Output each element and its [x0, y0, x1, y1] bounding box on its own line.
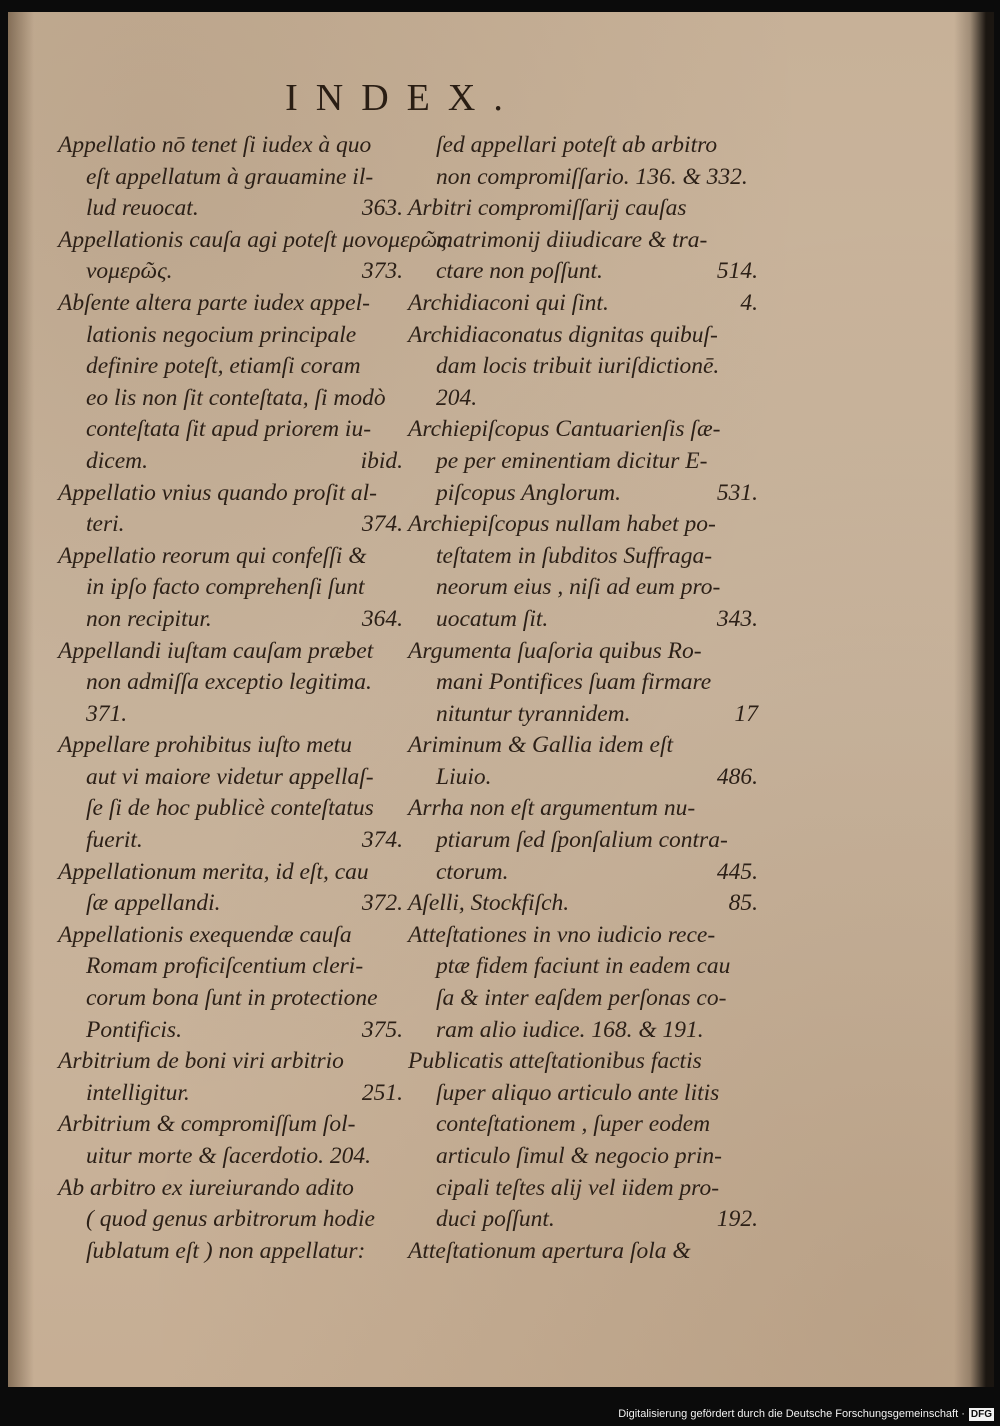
- index-line: [58, 1046, 403, 1078]
- index-page-number: 531.: [716, 479, 758, 506]
- index-line: [58, 1078, 403, 1110]
- index-line: [408, 509, 758, 541]
- index-entry-text: duci poſſunt.: [436, 1206, 555, 1233]
- index-line: [408, 572, 758, 604]
- index-line: [58, 636, 403, 668]
- index-line: [58, 730, 403, 762]
- index-entry-text: 204.: [436, 384, 478, 411]
- index-line: [408, 1046, 758, 1078]
- index-page-number: 372.: [361, 890, 403, 917]
- index-entry-text: teſtatem in ſubditos Suffraga-: [436, 542, 713, 569]
- index-line: [58, 414, 403, 446]
- index-page-number: 192.: [716, 1206, 758, 1233]
- index-entry-text: νομερῶς.: [86, 258, 173, 285]
- index-entry-text: conteſtationem , ſuper eodem: [436, 1111, 711, 1138]
- index-entry-text: definire poteſt, etiamſi coram: [86, 353, 361, 380]
- page-gutter-shadow: [8, 12, 34, 1387]
- index-entry-text: Ariminum & Gallia idem eſt: [408, 732, 674, 759]
- index-entry-text: Appellatio reorum qui confeſſi &: [58, 542, 367, 569]
- index-entry-text: dicem.: [86, 447, 148, 474]
- index-line: [58, 320, 403, 352]
- index-line: [408, 320, 758, 352]
- index-entry-text: Appellatio nō tenet ſi iudex à quo: [58, 132, 372, 158]
- index-entry-text: Arbitri compromiſſarij cauſas: [408, 195, 687, 222]
- index-entry-text: piſcopus Anglorum.: [436, 479, 621, 506]
- index-entry-text: Archidiaconatus dignitas quibuſ-: [408, 321, 718, 348]
- index-entry-text: Appellare prohibitus iuſto metu: [58, 732, 352, 759]
- index-entry-text: Arrha non eſt argumentum nu-: [408, 795, 696, 822]
- index-line: [408, 1236, 758, 1268]
- index-page-number: 343.: [716, 605, 758, 632]
- index-line: [408, 1173, 758, 1205]
- index-entry-text: nituntur tyrannidem.: [436, 700, 631, 727]
- index-entry-text: Pontificis.: [86, 1016, 182, 1043]
- index-line: [58, 225, 453, 257]
- index-line: [58, 572, 403, 604]
- index-entry-text: eſt appellatum à grauamine il-: [86, 163, 374, 190]
- index-line: [408, 636, 758, 668]
- index-line: [58, 162, 403, 194]
- index-entry-text: aut vi maiore videtur appellaſ-: [86, 763, 374, 790]
- index-page-number: 374.: [361, 511, 403, 538]
- index-line: [408, 478, 758, 510]
- index-line: [408, 193, 758, 225]
- index-line: [408, 1078, 758, 1110]
- index-line: [408, 130, 758, 162]
- book-page: [8, 12, 994, 1387]
- index-entry-text: matrimonij diiudicare & tra-: [436, 226, 708, 253]
- index-entry-text: corum bona ſunt in protectione: [86, 985, 378, 1012]
- index-entry-text: Publicatis atteſtationibus factis: [408, 1048, 702, 1075]
- index-entry-text: intelligitur.: [86, 1079, 190, 1106]
- index-line: [408, 1015, 758, 1047]
- index-entry-text: Atteſtationum apertura ſola &: [408, 1237, 691, 1264]
- index-entry-text: Atteſtationes in vno iudicio rece-: [408, 921, 716, 948]
- index-entry-text: Archiepiſcopus Cantuarienſis ſæ-: [408, 416, 721, 443]
- index-entry-text: in ipſo facto comprehenſi ſunt: [86, 574, 365, 601]
- index-line: [58, 762, 403, 794]
- index-entry-text: pe per eminentiam dicitur E-: [436, 447, 708, 474]
- index-page-number: ibid.: [360, 447, 403, 474]
- index-entry-text: Archiepiſcopus nullam habet po-: [408, 511, 716, 538]
- index-page-number: 373.: [361, 258, 403, 285]
- index-entry-text: uitur morte & ſacerdotio. 204.: [86, 1143, 372, 1169]
- index-entry-text: ( quod genus arbitrorum hodie: [86, 1206, 375, 1233]
- index-entry-text: ſæ appellandi.: [86, 890, 221, 917]
- index-line: [408, 730, 758, 762]
- index-line: [408, 793, 758, 825]
- index-entry-text: Appellandi iuſtam cauſam præbet: [58, 637, 374, 664]
- index-entry-text: Abſente altera parte iudex appel-: [58, 289, 370, 316]
- index-line: [408, 857, 758, 889]
- index-page-number: 4.: [740, 289, 758, 316]
- index-line: [58, 509, 403, 541]
- index-line: [58, 983, 403, 1015]
- index-line: [58, 1109, 403, 1141]
- index-line: [408, 225, 758, 257]
- index-line: [58, 446, 403, 478]
- index-entry-text: non compromiſſario. 136. & 332.: [436, 163, 748, 190]
- index-line: [58, 857, 403, 889]
- index-line: [408, 983, 758, 1015]
- index-line: [58, 478, 403, 510]
- index-line: [58, 604, 403, 636]
- index-line: [408, 288, 758, 320]
- dfg-logo-icon: DFG: [970, 1408, 992, 1420]
- right-column: [408, 130, 758, 1267]
- index-page-number: 375.: [361, 1016, 403, 1043]
- index-entry-text: uocatum ſit.: [436, 605, 549, 632]
- index-line: [58, 1236, 403, 1268]
- index-entry-text: ctorum.: [436, 858, 509, 885]
- index-line: [408, 1109, 758, 1141]
- index-entry-text: non admiſſa exceptio legitima.: [86, 669, 372, 696]
- index-entry-text: mani Pontifices ſuam firmare: [436, 669, 712, 696]
- index-entry-text: eo lis non ſit conteſtata, ſi modò: [86, 384, 386, 411]
- index-line: [58, 541, 403, 573]
- index-page-number: 514.: [716, 258, 758, 285]
- index-line: [58, 383, 403, 415]
- index-line: [58, 1204, 403, 1236]
- index-entry-text: Aſelli, Stockfiſch.: [408, 890, 570, 917]
- index-entry-text: articulo ſimul & negocio prin-: [436, 1143, 722, 1169]
- index-line: [408, 920, 758, 952]
- page-header: INDEX.: [285, 77, 521, 119]
- index-entry-text: Liuio.: [436, 763, 492, 790]
- index-line: [408, 762, 758, 794]
- index-entry-text: ſa & inter eaſdem perſonas co-: [436, 985, 727, 1012]
- index-entry-text: lud reuocat.: [86, 195, 199, 222]
- index-line: [408, 541, 758, 573]
- index-entry-text: teri.: [86, 511, 125, 538]
- index-line: [58, 667, 403, 699]
- index-line: [408, 1141, 758, 1173]
- index-page-number: 374.: [361, 827, 403, 854]
- index-line: [58, 288, 403, 320]
- index-line: [58, 130, 403, 162]
- index-line: [408, 414, 758, 446]
- index-entry-text: ptiarum ſed ſponſalium contra-: [436, 827, 728, 854]
- index-page-number: 363.: [361, 195, 403, 222]
- index-entry-text: Argumenta ſuaſoria quibus Ro-: [408, 637, 702, 664]
- index-page-number: 17: [734, 700, 758, 727]
- index-page-number: 364.: [361, 605, 403, 632]
- index-entry-text: Arbitrium & compromiſſum ſol-: [58, 1111, 356, 1138]
- index-entry-text: lationis negocium principale: [86, 321, 357, 348]
- index-entry-text: ſuper aliquo articulo ante litis: [436, 1079, 720, 1106]
- index-line: [408, 667, 758, 699]
- left-column: [58, 130, 453, 1267]
- index-line: [58, 256, 403, 288]
- index-page-number: 251.: [361, 1079, 403, 1106]
- index-line: [58, 920, 403, 952]
- index-line: [408, 446, 758, 478]
- footer-text: Digitalisierung gefördert durch die Deutsche Forschungsgemeinschaft ·: [618, 1408, 965, 1420]
- index-entry-text: neorum eius , niſi ad eum pro-: [436, 574, 721, 601]
- index-page-number: 486.: [716, 763, 758, 790]
- index-line: [58, 1141, 403, 1173]
- index-line: [408, 699, 758, 731]
- index-entry-text: ſed appellari poteſt ab arbitro: [436, 132, 718, 158]
- index-line: [408, 383, 758, 415]
- index-entry-text: dam locis tribuit iuriſdictionē.: [436, 353, 720, 380]
- index-entry-text: conteſtata ſit apud priorem iu-: [86, 416, 372, 443]
- index-entry-text: ſe ſi de hoc publicè conteſtatus: [86, 795, 374, 822]
- index-entry-text: Romam proficiſcentium cleri-: [86, 953, 364, 980]
- index-entry-text: ptæ fidem faciunt in eadem cau: [436, 953, 731, 980]
- index-line: [408, 351, 758, 383]
- index-line: [58, 1173, 403, 1205]
- index-line: [58, 351, 403, 383]
- index-page-number: 445.: [716, 858, 758, 885]
- footer-credit: [618, 1405, 994, 1423]
- index-line: [408, 1204, 758, 1236]
- index-entry-text: Arbitrium de boni viri arbitrio: [58, 1048, 344, 1075]
- index-entry-text: non recipitur.: [86, 605, 212, 632]
- index-entry-text: Appellationis exequendæ cauſa: [58, 921, 352, 948]
- index-line: [408, 951, 758, 983]
- index-entry-text: Appellatio vnius quando proſit al-: [58, 479, 377, 506]
- index-line: [408, 888, 758, 920]
- index-line: [58, 888, 403, 920]
- index-entry-text: Archidiaconi qui ſint.: [408, 289, 609, 316]
- index-entry-text: cipali teſtes alij vel iidem pro-: [436, 1174, 720, 1201]
- index-entry-text: Appellationis cauſa agi poteſt μονομερῶς.: [58, 226, 453, 253]
- page-edge-shadow: [954, 12, 994, 1387]
- index-entry-text: 371.: [86, 700, 128, 727]
- index-line: [58, 1015, 403, 1047]
- index-line: [408, 604, 758, 636]
- index-line: [58, 193, 403, 225]
- index-line: [58, 699, 403, 731]
- index-line: [58, 825, 403, 857]
- index-line: [58, 951, 403, 983]
- index-entry-text: Appellationum merita, id eſt, cau: [58, 858, 369, 885]
- index-entry-text: fuerit.: [86, 827, 143, 854]
- index-line: [408, 256, 758, 288]
- index-entry-text: ſublatum eſt ) non appellatur:: [86, 1237, 366, 1264]
- index-line: [408, 162, 758, 194]
- index-line: [58, 793, 403, 825]
- index-line: [408, 825, 758, 857]
- index-entry-text: ctare non poſſunt.: [436, 258, 603, 285]
- index-entry-text: ram alio iudice. 168. & 191.: [436, 1016, 704, 1043]
- index-entry-text: Ab arbitro ex iureiurando adito: [58, 1174, 354, 1201]
- index-page-number: 85.: [728, 890, 758, 917]
